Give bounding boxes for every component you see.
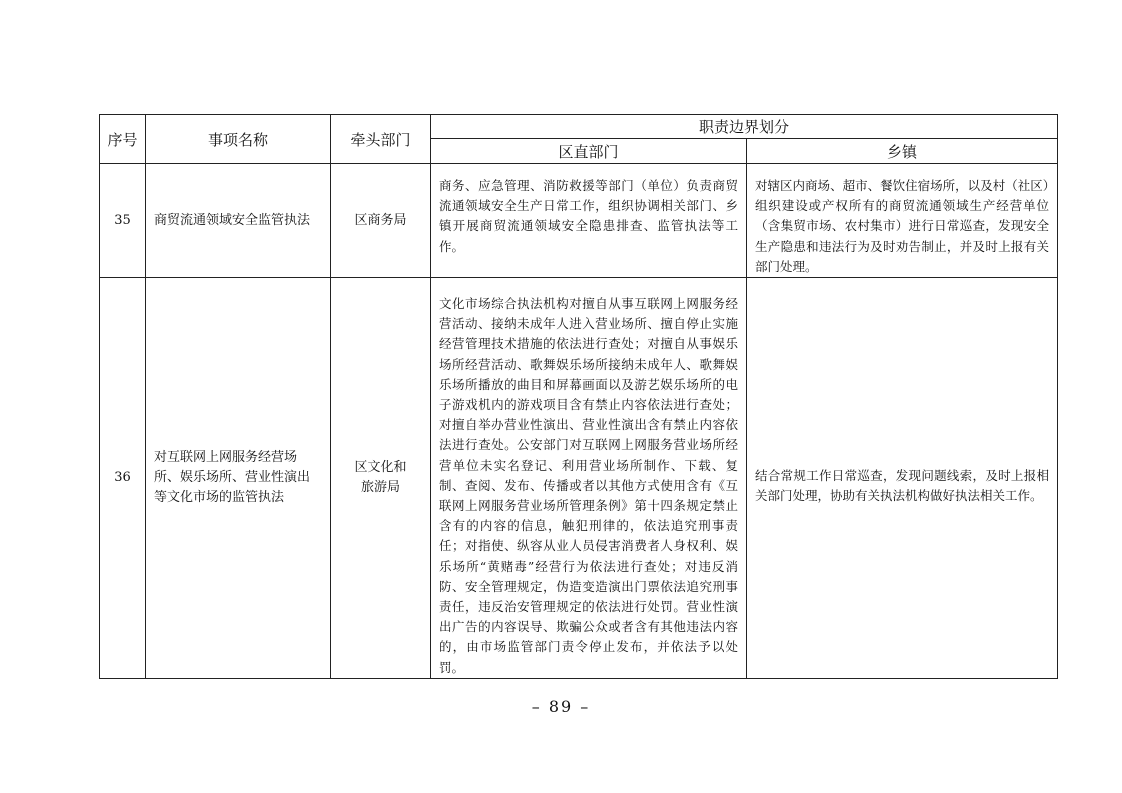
row-serial-no: 35 [100, 164, 146, 278]
responsibility-table [99, 114, 1058, 679]
row-district-duties: 商务、应急管理、消防救援等部门（单位）负责商贸流通领域安全生产日常工作，组织协调相关部门、乡镇开展商贸流通领域安全隐患排查、监管执法等工作。 [431, 164, 747, 278]
row-serial-no: 36 [100, 278, 146, 679]
header-row [100, 115, 1058, 139]
header-serial-no: 序号 [100, 115, 146, 164]
header-responsibility-division: 职责边界划分 [431, 115, 1058, 139]
row-item-name: 对互联网上网服务经营场所、娱乐场所、营业性演出等文化市场的监管执法 [146, 278, 331, 679]
table-row [100, 278, 1058, 679]
header-district-departments: 区直部门 [431, 139, 747, 164]
page-number: – 89 – [531, 697, 591, 716]
header-lead-department: 牵头部门 [331, 115, 431, 164]
row-lead-department: 区商务局 [331, 164, 431, 278]
header-item-name: 事项名称 [146, 115, 331, 164]
row-town-duties: 对辖区内商场、超市、餐饮住宿场所，以及村（社区）组织建设或产权所有的商贸流通领域生产经营单位（含集贸市场、农村集市）进行日常巡查，发现安全生产隐患和违法行为及时劝告制止，并及时上报有关部门处理。 [747, 164, 1058, 278]
header-towns: 乡镇 [747, 139, 1058, 164]
row-town-duties: 结合常规工作日常巡查，发现问题线索，及时上报相关部门处理，协助有关执法机构做好执法相关工作。 [747, 278, 1058, 679]
row-lead-department: 区文化和旅游局 [331, 278, 431, 679]
row-item-name: 商贸流通领域安全监管执法 [146, 164, 331, 278]
row-district-duties: 文化市场综合执法机构对擅自从事互联网上网服务经营活动、接纳未成年人进入营业场所、擅自停止实施经营管理技术措施的依法进行查处；对擅自从事娱乐场所经营活动、歌舞娱乐场所接纳未成年人、歌舞娱乐场所播放的曲目和屏幕画面以及游艺娱乐场所的电子游戏机内的游戏项目含有禁止内容依法进行查处；对擅自举办营业性演出、营业性演出含有禁止内容依法进行查处。公安部门对互联网上网服务营业场所经营单位未实名登记、利用营业场所制作、下载、复制、查阅、发布、传播或者以其他方式使用含有《互联网上网服务营业场所管理条例》第十四条规定禁止含有的内容的信息，触犯刑律的，依法追究刑事责任；对指使、纵容从业人员侵害消费者人身权利、娱乐场所“黄赌毒”经营行为依法进行查处；对违反消防、安全管理规定，伪造变造演出门票依法追究刑事责任，违反治安管理规定的依法进行处罚。营业性演出广告的内容误导、欺骗公众或者含有其他违法内容的，由市场监管部门责令停止发布，并依法予以处罚。 [431, 278, 747, 679]
table-row [100, 164, 1058, 278]
